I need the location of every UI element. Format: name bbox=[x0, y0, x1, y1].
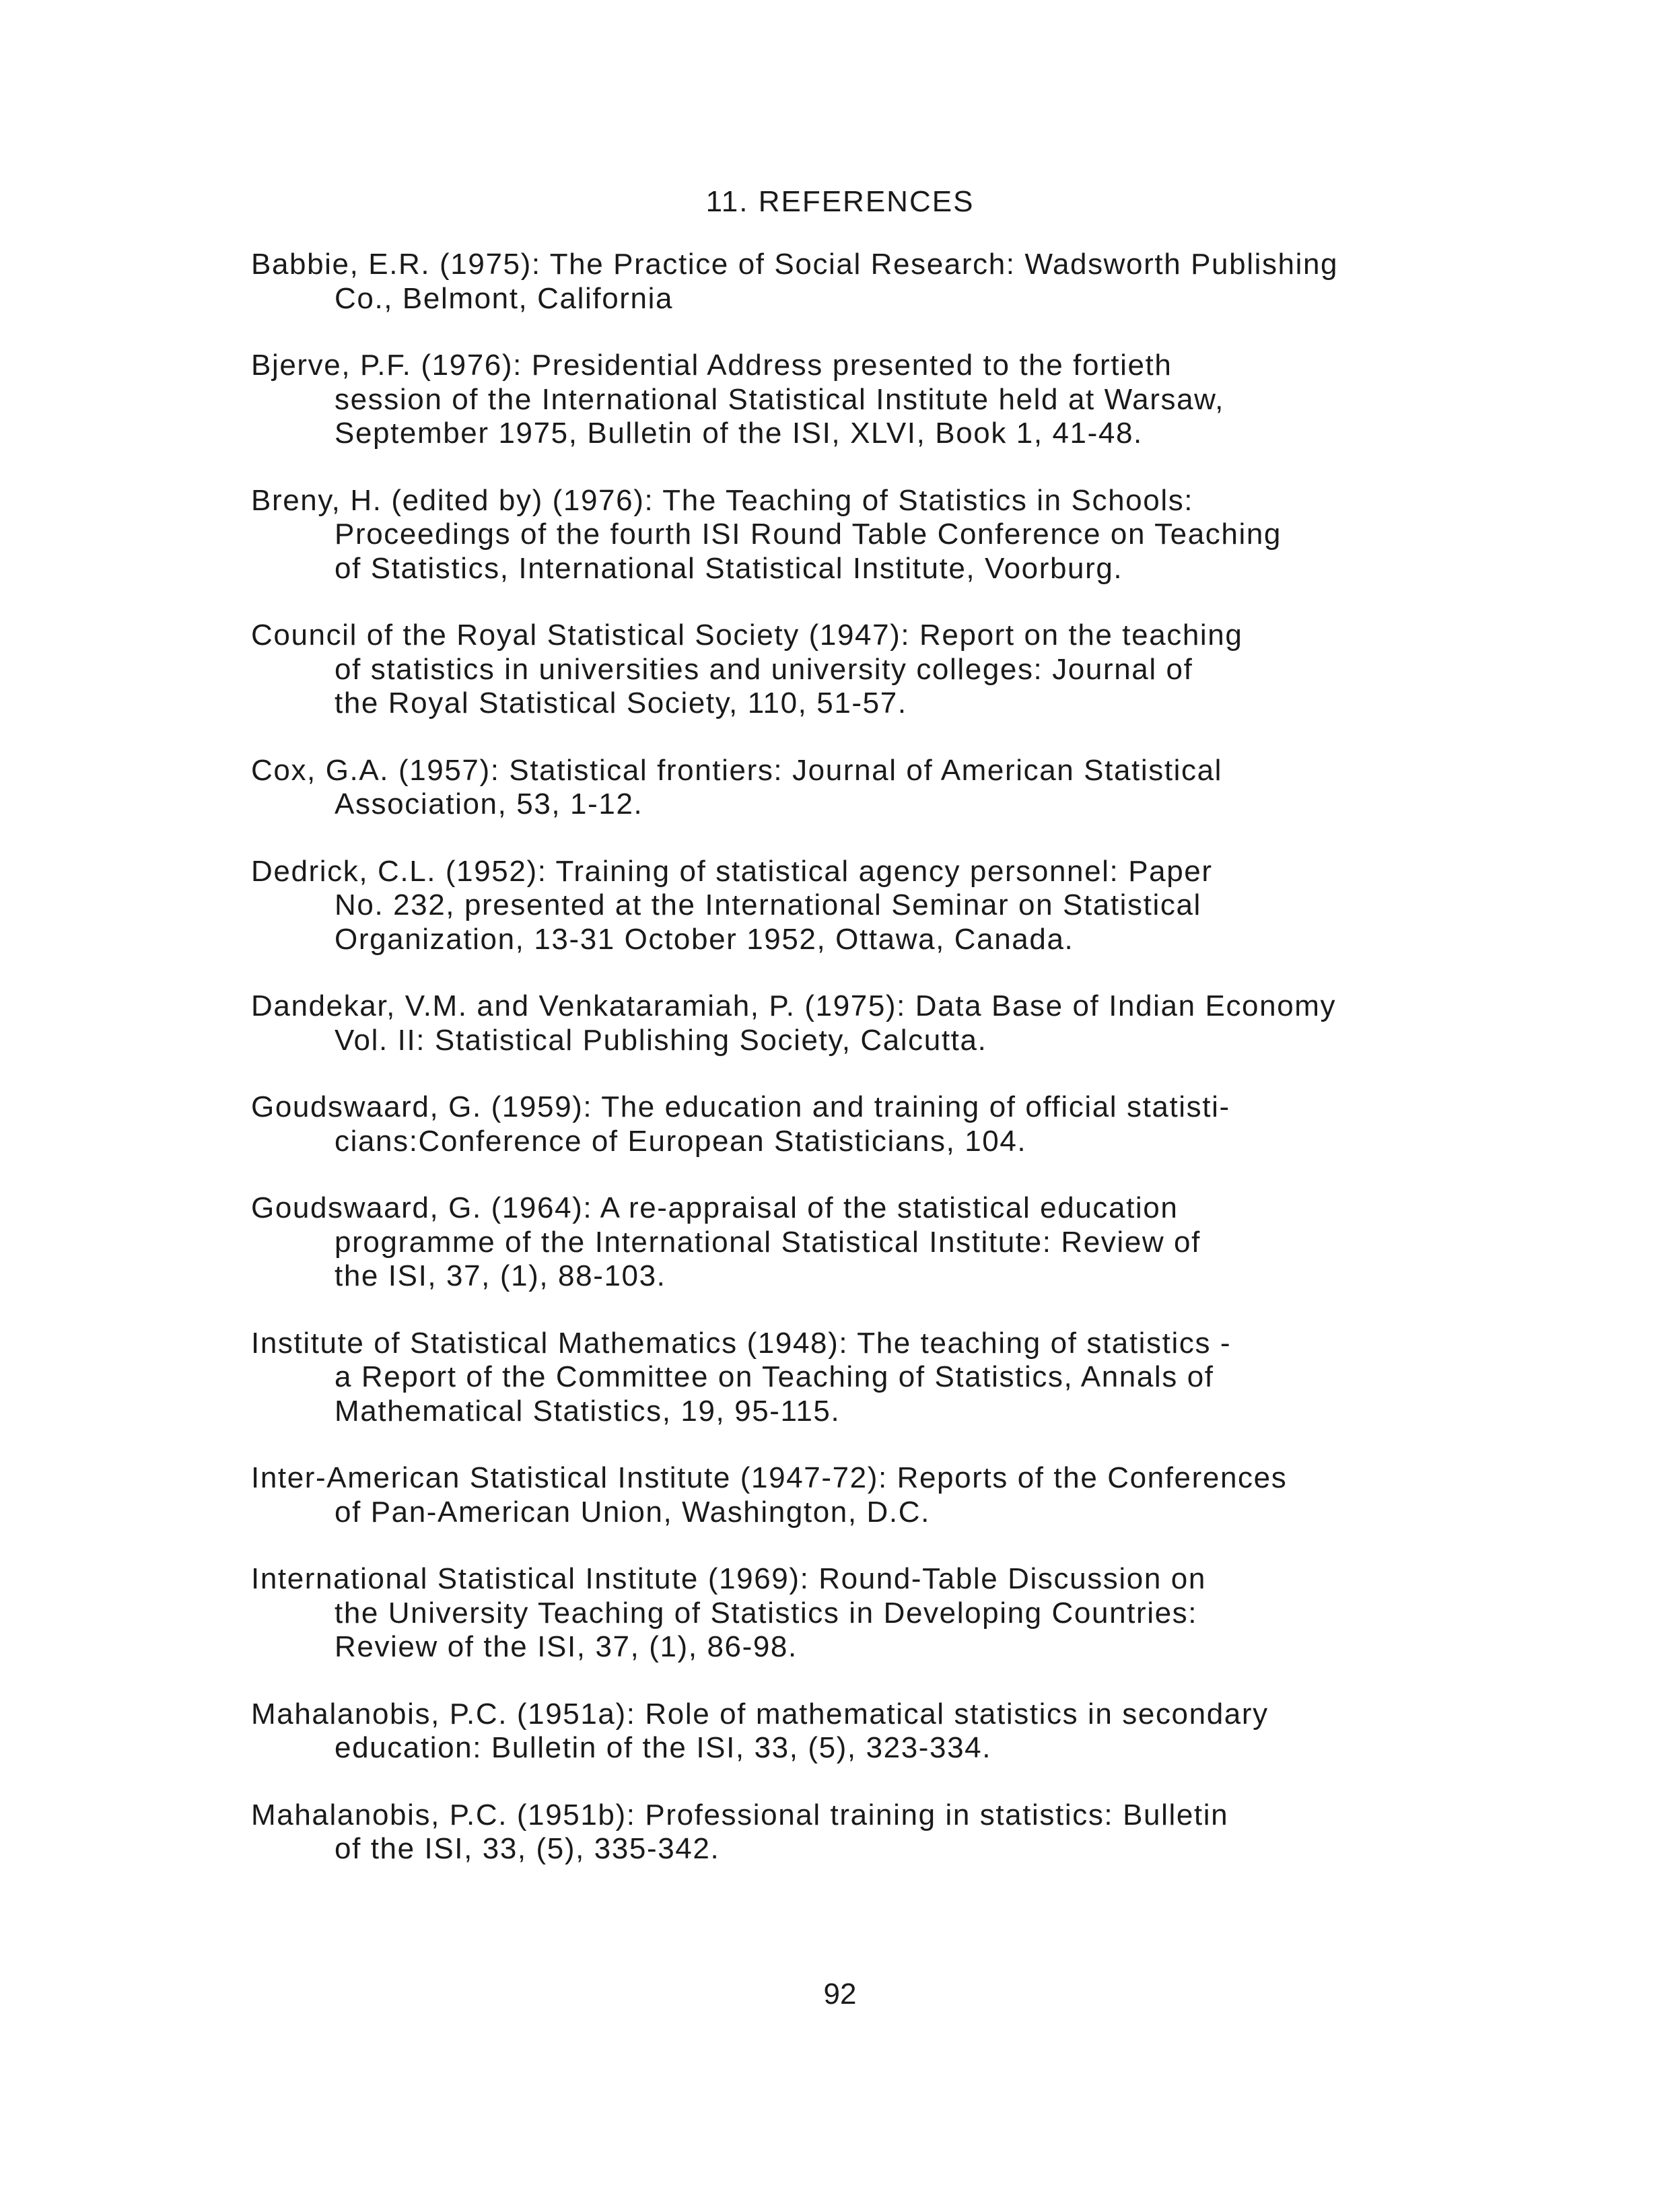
reference-line: programme of the International Statistical Institute: Review of bbox=[335, 1225, 1201, 1259]
reference-line: session of the International Statistical Institute held at Warsaw, bbox=[335, 382, 1224, 416]
reference-line: Institute of Statistical Mathematics (1948): The teaching of statistics - bbox=[251, 1326, 1232, 1360]
reference-list bbox=[251, 248, 1516, 1899]
reference-entry bbox=[251, 1798, 1516, 1866]
reference-line: Cox, G.A. (1957): Statistical frontiers: Journal of American Statistical bbox=[251, 753, 1223, 787]
reference-entry bbox=[251, 484, 1516, 586]
reference-entry bbox=[251, 1461, 1516, 1529]
reference-line: Proceedings of the fourth ISI Round Table Conference on Teaching bbox=[335, 518, 1282, 551]
reference-line: Goudswaard, G. (1964): A re-appraisal of the statistical education bbox=[251, 1191, 1179, 1224]
reference-entry bbox=[251, 1191, 1516, 1294]
reference-entry bbox=[251, 1562, 1516, 1665]
reference-line: the Royal Statistical Society, 110, 51-57. bbox=[335, 687, 907, 720]
reference-line: Babbie, E.R. (1975): The Practice of Social Research: Wadsworth Publishing bbox=[251, 248, 1339, 281]
reference-line: Goudswaard, G. (1959): The education and training of official statisti- bbox=[251, 1090, 1230, 1123]
reference-entry bbox=[251, 855, 1516, 957]
reference-line: Vol. II: Statistical Publishing Society, Calcutta. bbox=[335, 1023, 987, 1057]
reference-line: Inter-American Statistical Institute (1947-72): Reports of the Conferences bbox=[251, 1461, 1288, 1494]
reference-line: of Pan-American Union, Washington, D.C. bbox=[335, 1495, 930, 1529]
reference-line: Bjerve, P.F. (1976): Presidential Address presented to the fortieth bbox=[251, 349, 1172, 382]
reference-line: Breny, H. (edited by) (1976): The Teaching of Statistics in Schools: bbox=[251, 483, 1194, 517]
reference-line: Review of the ISI, 37, (1), 86-98. bbox=[335, 1630, 798, 1663]
reference-line: Council of the Royal Statistical Society (1947): Report on the teaching bbox=[251, 619, 1243, 652]
reference-line: Mahalanobis, P.C. (1951a): Role of mathematical statistics in secondary bbox=[251, 1697, 1269, 1731]
reference-line: International Statistical Institute (1969): Round-Table Discussion on bbox=[251, 1562, 1206, 1595]
reference-line: the ISI, 37, (1), 88-103. bbox=[335, 1259, 666, 1292]
reference-line: No. 232, presented at the International Seminar on Statistical bbox=[335, 888, 1201, 921]
page-number: 92 bbox=[823, 1978, 857, 2011]
reference-entry bbox=[251, 349, 1516, 451]
reference-line: Dandekar, V.M. and Venkataramiah, P. (1975): Data Base of Indian Economy bbox=[251, 989, 1337, 1022]
reference-line: Dedrick, C.L. (1952): Training of statistical agency personnel: Paper bbox=[251, 854, 1213, 888]
reference-line: Association, 53, 1-12. bbox=[335, 788, 643, 820]
reference-entry bbox=[251, 989, 1516, 1057]
reference-line: Mathematical Statistics, 19, 95-115. bbox=[335, 1394, 841, 1428]
reference-line: of the ISI, 33, (5), 335-342. bbox=[335, 1832, 720, 1865]
reference-line: Mahalanobis, P.C. (1951b): Professional training in statistics: Bulletin bbox=[251, 1798, 1229, 1831]
reference-line: September 1975, Bulletin of the ISI, XLVI, Book 1, 41-48. bbox=[335, 417, 1143, 450]
reference-entry bbox=[251, 754, 1516, 822]
reference-line: of statistics in universities and university colleges: Journal of bbox=[335, 652, 1193, 686]
reference-line: cians:Conference of European Statisticians, 104. bbox=[335, 1124, 1027, 1158]
reference-entry bbox=[251, 1698, 1516, 1766]
reference-entry bbox=[251, 619, 1516, 721]
section-heading: 11. REFERENCES bbox=[705, 185, 975, 218]
reference-line: of Statistics, International Statistical Institute, Voorburg. bbox=[335, 551, 1123, 585]
reference-entry bbox=[251, 1327, 1516, 1429]
reference-entry bbox=[251, 1090, 1516, 1158]
reference-line: Co., Belmont, California bbox=[335, 281, 674, 315]
reference-entry bbox=[251, 248, 1516, 316]
reference-line: the University Teaching of Statistics in Developing Countries: bbox=[335, 1596, 1198, 1630]
reference-line: education: Bulletin of the ISI, 33, (5), 323-334. bbox=[335, 1731, 992, 1764]
reference-line: Organization, 13-31 October 1952, Ottawa, Canada. bbox=[335, 922, 1074, 956]
reference-line: a Report of the Committee on Teaching of Statistics, Annals of bbox=[335, 1360, 1214, 1393]
